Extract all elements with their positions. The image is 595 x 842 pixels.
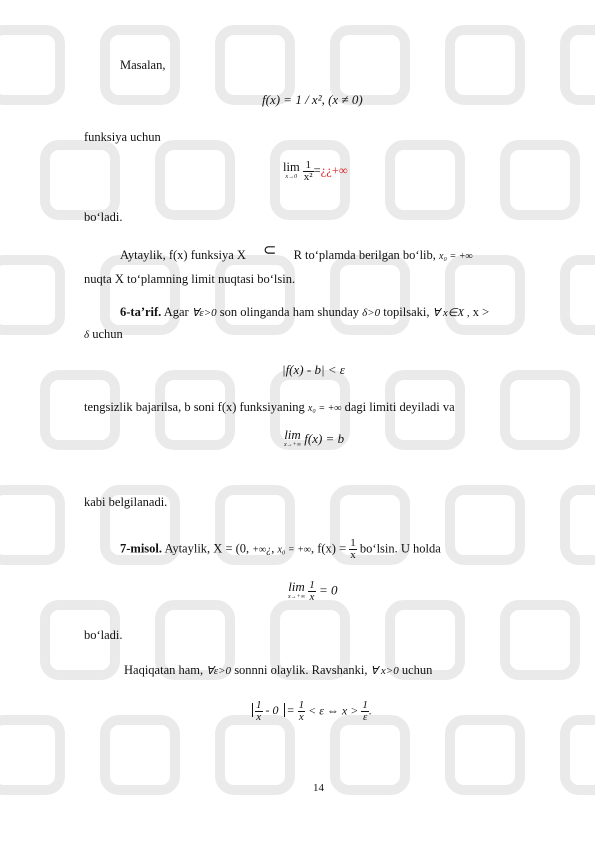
example-7 (120, 538, 441, 561)
equation-f-of-x: f(x) = 1 / x², (x ≠ 0) (262, 92, 363, 107)
inline-math-forall-x: ∀ x∈X , (432, 307, 470, 319)
equals-sign: = (313, 163, 321, 178)
paragraph-funksiya-uchun: funksiya uchun (84, 130, 161, 144)
proof-frac2-num: 1 (298, 699, 305, 711)
proof-period: . (368, 703, 372, 718)
equation-limit-1-over-x (288, 580, 338, 603)
subset-icon: ⊂ (263, 242, 277, 259)
paragraph-tengsizlik (84, 400, 455, 415)
example-frac-num: 1 (350, 537, 356, 549)
limit-body: f(x) = b (304, 430, 345, 446)
proof-frac1-num: 1 (256, 699, 262, 711)
proof-equals: = (286, 703, 295, 718)
inline-math-delta: δ>0 (362, 307, 381, 319)
inline-math-x0-2: x₀ = +∞ (307, 403, 342, 414)
proof-lt-epsilon: < ε ⇔ x > (308, 703, 359, 718)
aytaylik-text-b: R to‘plamda berilgan bo‘lib, (293, 248, 436, 262)
def-text-d: x > (469, 305, 490, 319)
paragraph-masalan: Masalan, (120, 58, 166, 72)
inline-math-x0-3: x₀ = +∞ (277, 544, 311, 556)
paragraph-limit-nuqta: nuqta X to‘plamning limit nuqtasi bo‘lsin. (84, 272, 296, 286)
def-uchun: uchun (89, 327, 123, 341)
inline-math-eps-2: ∀ε>0 (206, 665, 232, 677)
def-text-c: topilsaki, (380, 305, 433, 319)
def-text-b: son olinganda ham shunday (216, 305, 363, 319)
lim-label-2: lim (284, 427, 301, 442)
tengsizlik-text-b: dagi limiti deyiladi va (341, 400, 455, 414)
paragraph-kabi: kabi belgilanadi. (84, 495, 168, 509)
lim-subscript-2: x→+∞ (284, 442, 301, 448)
example-text-a: Aytaylik, X = (0, (162, 541, 253, 556)
definition-6 (120, 305, 489, 320)
haqiqatan-text-b: sonnni olaylik. Ravshanki, (231, 663, 371, 677)
example-text-b: , (271, 541, 278, 556)
example-frac-den: x (350, 549, 356, 561)
lim-label: lim (283, 159, 300, 174)
proof-frac3-num: 1 (362, 699, 368, 711)
inline-math-delta-2: δ (84, 329, 90, 341)
inline-math-eps: ∀ε>0 (191, 307, 217, 319)
paragraph-aytaylik (120, 244, 473, 264)
limit-result: ¿¿+∞ (320, 163, 348, 178)
paragraph-haqiqatan (124, 663, 432, 678)
proof-frac3-den: ε (362, 711, 368, 723)
example-text-c: , f(x) = (310, 541, 350, 556)
equation-inequality: |f(x) - b| < ε (282, 362, 345, 377)
equation-limit-infinity (284, 427, 345, 450)
tengsizlik-text-a: tengsizlik bajarilsa, b soni f(x) funksiyaning (84, 400, 308, 414)
def-text-a: Agar (161, 305, 192, 319)
proof-minus-zero: - 0 (265, 703, 279, 718)
paragraph-boladi-2: bo‘ladi. (84, 628, 123, 642)
proof-frac1-den: x (256, 711, 262, 723)
lim-subscript-3: x→+∞ (288, 593, 305, 600)
inline-math-interval: +∞¿ (252, 544, 272, 556)
lim-label-3: lim (288, 578, 305, 594)
frac-den-3: x (309, 591, 315, 603)
inline-math-x-positive: ∀ x>0 (370, 665, 399, 677)
definition-title: 6-ta’rif. (120, 305, 162, 319)
page-number: 14 (313, 782, 324, 794)
aytaylik-text-a: Aytaylik, f(x) funksiya X (120, 248, 246, 262)
fraction-numerator: 1 (303, 160, 314, 172)
definition-6-cont (84, 327, 123, 342)
fraction-denominator: x² (303, 171, 313, 183)
equation-limit-zero (283, 160, 348, 183)
haqiqatan-text-a: Haqiqatan ham, (124, 663, 207, 677)
proof-frac2-den: x (298, 711, 304, 723)
inline-math-x0: x₀ = +∞ (439, 251, 473, 262)
example-text-d: bo‘lsin. U holda (356, 541, 441, 556)
example-title: 7-misol. (120, 541, 163, 556)
frac-num-3: 1 (309, 579, 315, 591)
lim-subscript: x→0 (285, 173, 298, 180)
haqiqatan-text-c: uchun (398, 663, 433, 677)
limit-result-3: = 0 (319, 582, 338, 598)
equation-proof (252, 700, 372, 723)
paragraph-boladi-1: bo‘ladi. (84, 210, 123, 224)
